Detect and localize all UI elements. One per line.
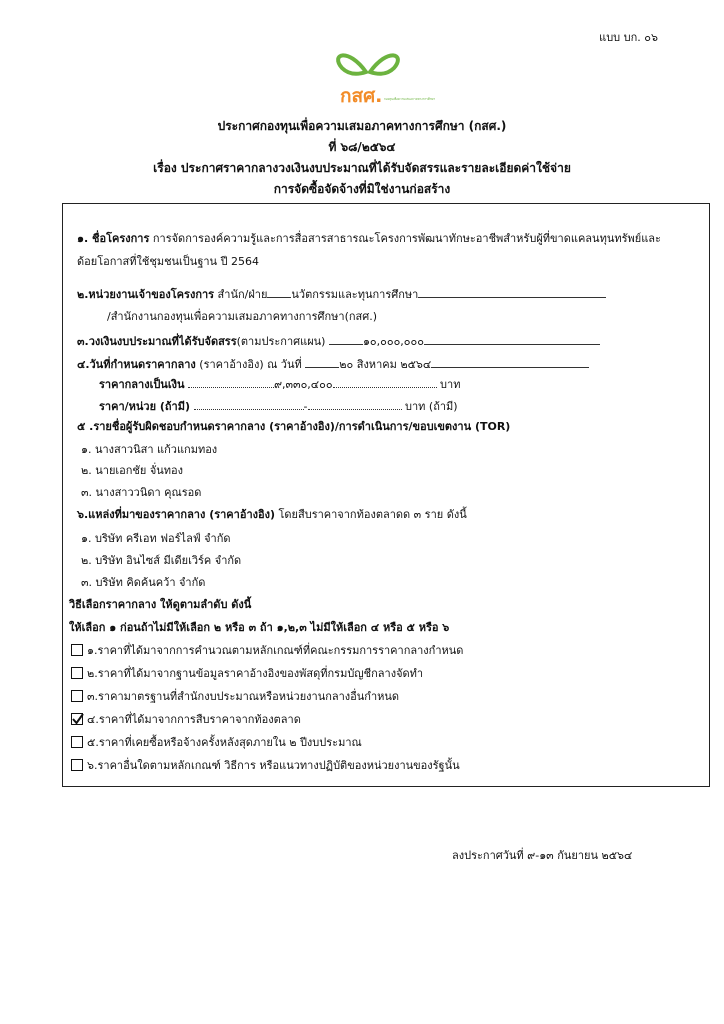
s4-price-dots2 [333,377,437,388]
header-subtitle: การจัดซื้อจัดจ้างที่มิใช่งานก่อสร้าง [273,182,451,196]
s6-label: ๖.แหล่งที่มาของราคากลาง (ราคาอ้างอิง) [77,508,275,521]
checkmark-icon [71,712,85,726]
s3-line-fill [424,333,600,345]
s4-price-line [99,377,460,392]
s4-price-value: ๙,๓๓๐,๔๐๐ [273,378,333,391]
s4-unit-unit: บาท (ถ้ามี) [405,400,458,413]
s6-company: ๑. บริษัท ครีเอท ฟอร์ไลฟ์ จำกัด [81,532,231,545]
eef-logo [318,42,436,116]
method-option-4-checkbox[interactable] [71,713,83,725]
s6-company: ๓. บริษัท คิดค้นคว้า จำกัด [81,576,206,589]
s1-line1 [77,232,661,246]
header-subject: เรื่อง ประกาศราคากลางวงเงินงบประมาณที่ได้รับจัดสรรและรายละเอียดค่าใช้จ่าย [153,161,571,175]
s5-label: ๕ .รายชื่อผู้รับผิดชอบกำหนดราคากลาง (ราคาอ้างอิง)/การดำเนินการ/ขอบเขตงาน (TOR) [77,420,511,433]
s2-text1b: นวัตกรรมและทุนการศึกษา [291,288,419,301]
s3-value: ๑๐,๐๐๐,๐๐๐ [362,335,424,348]
s4-price-label: ราคากลางเป็นเงิน [99,378,185,391]
method-option-5-checkbox[interactable] [71,736,83,748]
s4-label: ๔.วันที่กำหนดราคากลาง [77,358,196,371]
method-option-1-label: ๑.ราคาที่ได้มาจากการคำนวณตามหลักเกณฑ์ที่คณะกรรมการราคากลางกำหนด [87,644,464,657]
s2-label: ๒.หน่วยงานเจ้าของโครงการ [77,288,215,301]
method-option-3-label: ๓.ราคามาตรฐานที่สำนักงบประมาณหรือหน่วยงานกลางอื่นกำหนด [87,690,400,703]
method-rule: ให้เลือก ๑ ก่อนถ้าไม่มีให้เลือก ๒ หรือ ๓ ถ้า ๑,๒,๓ ไม่มีให้เลือก ๔ หรือ ๕ หรือ ๖ [69,621,450,634]
logo-text: กสศ. [340,85,383,107]
s5-person: ๒. นายเอกชัย จั่นทอง [81,464,184,477]
s4-unit-dots [194,399,304,410]
logo-sub-text: กองทุนเพื่อความเสมอภาคทางการศึกษา [384,97,436,101]
method-option-6-checkbox[interactable] [71,759,83,771]
s4-price-dots [188,377,274,388]
method-option-5-label: ๕.ราคาที่เคยซื้อหรือจ้างครั้งหลังสุดภายใน ๒ ปีงบประมาณ [87,736,362,749]
logo-butterfly-left-wing [338,55,366,73]
s4-unit-value: - [303,400,308,413]
logo-butterfly-right-wing [370,55,398,73]
s4-unit-line [99,399,458,414]
method-option-2-checkbox[interactable] [71,667,83,679]
form-code: แบบ บก. ๐๖ [599,31,658,44]
s6-line [77,508,467,522]
method-title: วิธีเลือกราคากลาง ให้ดูตามลำดับ ดังนี้ [69,598,252,611]
s4-paren: (ราคาอ้างอิง) ณ วันที่ [195,358,302,371]
header-org: ประกาศกองทุนเพื่อความเสมอภาคทางการศึกษา (กสศ.) [217,119,507,133]
s6-text: โดยสืบราคาจากท้องตลาดด ๓ ราย ดังนี้ [275,508,467,521]
s1-text2: ด้อยโอกาสที่ใช้ชุมชนเป็นฐาน ปี 2564 [77,255,260,268]
s3-line [77,333,600,349]
s3-label: ๓.วงเงินงบประมาณที่ได้รับจัดสรร [77,335,237,348]
s4-unit-label: ราคา/หน่วย (ถ้ามี) [99,400,191,413]
method-option-3-checkbox[interactable] [71,690,83,702]
s6-company: ๒. บริษัท อินไซส์ มีเดียเวิร์ค จำกัด [81,554,242,567]
method-option-1-checkbox[interactable] [71,644,83,656]
form-box [62,203,710,787]
s2-line1 [77,286,606,302]
s1-label: ๑. ชื่อโครงการ [77,232,150,245]
s2-text2: /สำนักงานกองทุนเพื่อความเสมอภาคทางการศึกษา(กสศ.) [107,310,377,323]
s4-price-unit: บาท [440,378,461,391]
s4-line [77,356,589,372]
method-option-6-label: ๖.ราคาอื่นใดตามหลักเกณฑ์ วิธีการ หรือแนวทางปฏิบัติของหน่วยงานของรัฐนั้น [87,759,460,772]
method-option-2-label: ๒.ราคาที่ได้มาจากฐานข้อมูลราคาอ้างอิงของพัสดุที่กรมบัญชีกลางจัดทำ [87,667,424,680]
publish-date: ลงประกาศวันที่ ๙-๑๓ กันยายน ๒๕๖๔ [452,849,633,862]
s4-line-fill [431,356,589,368]
s4-date: ๒๐ สิงหาคม ๒๕๖๔ [339,358,432,371]
method-option-4-label: ๔.ราคาที่ได้มาจากการสืบราคาจากท้องตลาด [87,713,301,726]
s2-text1a: สำนัก/ฝ่าย [214,288,268,301]
s3-blank [329,333,363,345]
header-number: ที่ ๖๘/๒๕๖๔ [328,140,396,154]
s1-text1: การจัดการองค์ความรู้และการสื่อสารสาธารณะโครงการพัฒนาทักษะอาชีพสำหรับผู้ที่ขาดแคลนทุนทรัพย์และ [149,232,661,245]
s4-blank [305,356,339,368]
s5-person: ๓. นางสาววนิดา คุณรอด [81,486,202,499]
s2-blank [267,286,291,298]
s4-unit-dots2 [308,399,402,410]
s5-person: ๑. นางสาวนิสา แก้วแกมทอง [81,443,218,456]
s3-paren: (ตามประกาศแผน) [236,335,326,348]
s2-line-fill [418,286,606,298]
